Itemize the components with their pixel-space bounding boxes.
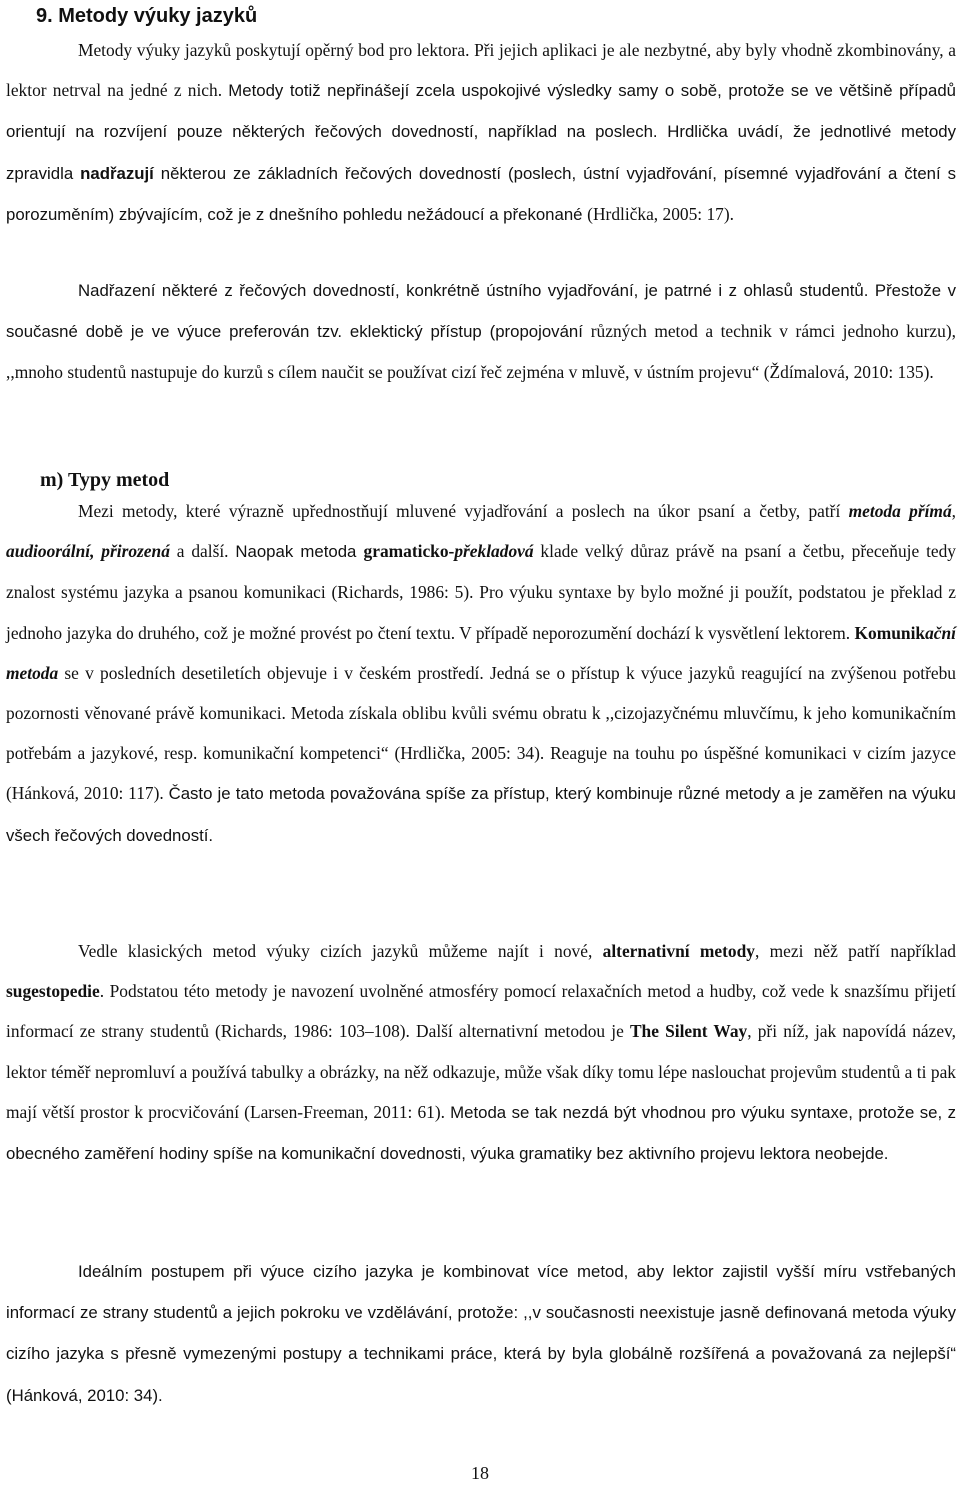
text-run: The Silent Way xyxy=(629,1021,748,1042)
paragraph-intro xyxy=(6,30,956,235)
text-run: a další. xyxy=(169,541,236,562)
text-run: ační metoda xyxy=(6,622,956,683)
text-run: Mezi metody, které výrazně upřednostňují mluvené vyjadřování a poslech na úkor psaní a četby, patří xyxy=(78,501,849,521)
text-run: Nadřazení některé z řečových dovedností, konkrétně ústního vyjadřování, je patrné i z ohlasů studentů. Přestože v současné době je ve výuce preferován tzv. eklektický přístup (propojování xyxy=(6,281,956,342)
paragraph-types xyxy=(6,491,956,856)
text-run: , při níž, jak napovídá název, lektor téměř nepromluví a používá tabulky a obrázky, na něž odkazuje, může však díky tomu lépe naslouchat projevům studentů a ti pak mají větší prostor k procvičování (Larsen-Freeman, 2011: 61). xyxy=(6,1021,956,1122)
text-run: (Hrdlička, 2005: 17). xyxy=(587,203,734,224)
text-run: nadřazují xyxy=(80,163,154,183)
text-run: různých metod a technik v rámci jednoho kurzu), ,,mnoho studentů nastupuje do kurzů s cílem naučit se používat cizí řeč zejména v mluvě, v ústním projevu“ (Ždímalová, 2010: 135). xyxy=(6,321,956,383)
subsection-heading: m) Typy metod xyxy=(40,469,170,491)
text-run: metoda přímá xyxy=(848,501,952,521)
text-run: . Podstatou této metody je navození uvolněné atmosféry pomocí relaxačních metod a hudby, což vede k snazšímu přijetí informací ze strany studentů (Richards, 1986: 103–108). Další alternativní metodou je xyxy=(6,981,956,1042)
paragraph-eclectic xyxy=(6,270,956,393)
text-run: Ideálním postupem při výuce cizího jazyka je kombinovat více metod, aby lektor zajistil vyšší míru vstřebaných informací ze strany studentů a jejich pokroku ve vzdělávání, protože: ,,v současnosti neexistuje jasně definovaná metoda výuky cizího jazyka s přesně vymezenými postupy a technikami práce, která by byla globálně rozšířená a považovaná za nejlepší“ (Hánková, 2010: 34). xyxy=(6,1262,956,1405)
section-heading: 9. Metody výuky jazyků xyxy=(36,5,258,27)
text-run: Komunik xyxy=(854,622,926,643)
text-run: Metoda se tak nezdá být vhodnou pro výuku syntaxe, protože se, z obecného zaměření hodiny spíše na komunikační dovednosti, výuka gramatiky bez aktivního projevu lektora neobejde. xyxy=(6,1102,956,1164)
text-run: alternativní metody xyxy=(602,941,755,961)
text-run: Často je tato metoda považována spíše za přístup, který kombinuje různé metody a je zaměřen na výuku všech řečových dovedností. xyxy=(6,784,956,845)
text-run: Metody totiž nepřinášejí zcela uspokojivé výsledky samy o sobě, protože se ve většině případů orientují na rozvíjení pouze některých řečových dovedností, například na poslech. Hrdlička uvádí, že jednotlivé metody zpravidla xyxy=(6,81,956,183)
text-run: klade velký důraz právě na psaní a četbu, přeceňuje tedy znalost systému jazyka a psanou komunikaci (Richards, 1986: 5). Pro výuku syntaxe by bylo možné ji použít, podstatou je překlad z jednoho jazyka do druhého, což je možné provést po čtení textu. V případě neporozumění dochází k vysvětlení lektorem. xyxy=(6,541,957,643)
text-run: Metody výuky jazyků poskytují opěrný bod pro lektora. Při jejich aplikaci je ale nezbytné, aby byly vhodně zkombinovány, a lektor netrval na jedné z nich. xyxy=(6,40,956,101)
paragraph-alternative xyxy=(6,931,956,1174)
paragraph-ideal xyxy=(6,1251,956,1416)
page-number: 18 xyxy=(471,1463,489,1483)
text-run: , mezi něž patří například xyxy=(754,941,956,961)
text-run: sugestopedie xyxy=(6,981,100,1002)
text-run: , xyxy=(951,501,957,521)
text-run: překladová xyxy=(454,541,534,562)
text-run: Naopak metoda xyxy=(235,542,364,562)
text-run: audioorální, přirozená xyxy=(6,541,170,562)
text-run: některou ze základních řečových dovedností (poslech, ústní vyjadřování, písemné vyjadřování a čtení s porozuměním) zbývajícím, což je z dnešního pohledu nežádoucí a překonané xyxy=(6,163,956,224)
text-run: gramaticko- xyxy=(363,541,455,562)
text-run: Vedle klasických metod výuky cizích jazyků můžeme najít i nové, xyxy=(78,941,603,961)
text-run: se v posledních desetiletích objevuje i v českém prostředí. Jedná se o přístup k výuce jazyků reagující na zvýšenou potřebu pozornosti věnované právě komunikaci. Metoda získala oblibu kvůli svému obratu k ,,cizojazyčnému mluvčímu, k jeho komunikačním potřebám a jazykové, resp. komunikační kompetenci“ (Hrdlička, 2005: 34). Reaguje na touhu po úspěšné komunikaci v cizím jazyce (Hánková, 2010: 117). xyxy=(6,662,956,804)
